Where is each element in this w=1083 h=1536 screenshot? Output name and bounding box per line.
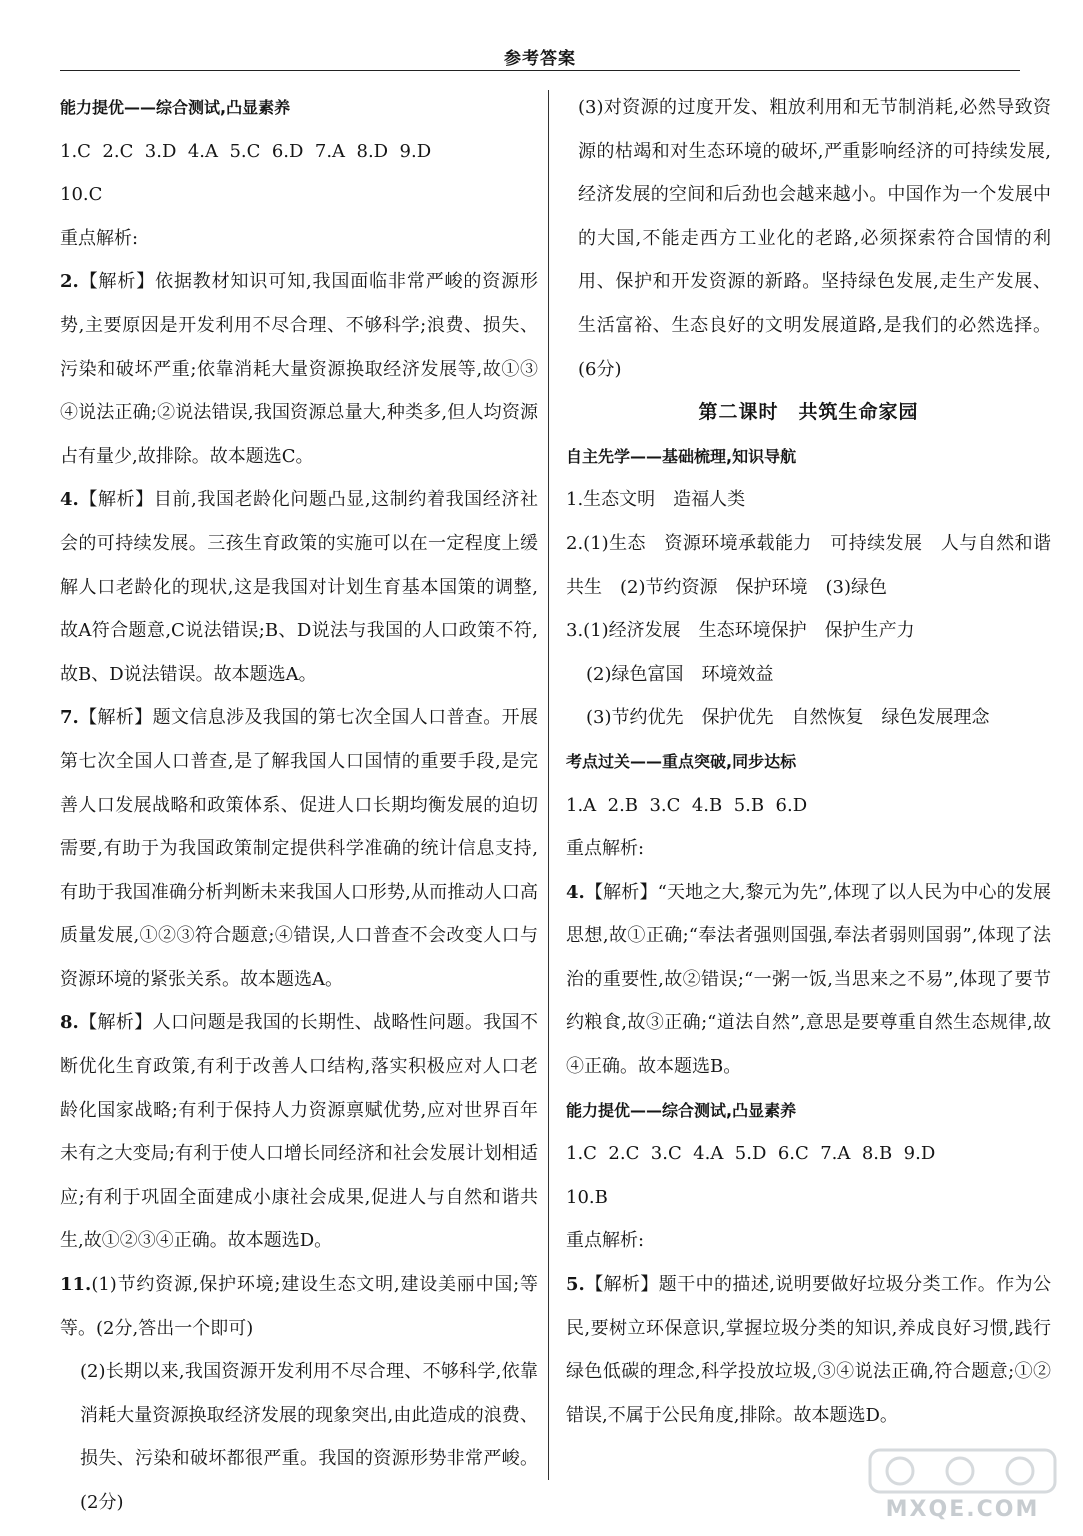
- watermark-text: MXQE.COM: [885, 1497, 1040, 1522]
- answer-item: 1.生态文明 造福人类: [566, 489, 746, 511]
- question-number: 4.: [566, 881, 585, 903]
- answer-item: (3)节约优先 保护优先 自然恢复 绿色发展理念: [586, 707, 990, 729]
- answer-text: (2)长期以来,我国资源开发利用不尽合理、不够科学,依靠消耗大量资源换取经济发展的现象突出,由此造成的浪费、损失、污染和破坏都很严重。我国的资源形势非常严峻。(2分): [80, 1361, 538, 1513]
- analysis-text: 【解析】目前,我国老龄化问题凸显,这制约着我国经济社会的可持续发展。三孩生育政策的实施可以在一定程度上缓解人口老龄化的现状,这是我国对计划生育基本国策的调整,故A符合题意,C说法错误;B、D说法与我国的人口政策不符,故B、D说法错误。故本题选A。: [60, 489, 538, 685]
- analysis-item: [566, 1263, 1051, 1437]
- answer-item: 2.(1)生态 资源环境承载能力 可持续发展 人与自然和谐共生 (2)节约资源 保护环境 (3)绿色: [566, 532, 1051, 598]
- section-heading: 能力提优——综合测试,凸显素养: [60, 98, 291, 117]
- analysis-text: 【解析】依据教材知识可知,我国面临非常严峻的资源形势,主要原因是开发利用不尽合理、不够科学;浪费、损失、污染和破坏严重;依靠消耗大量资源换取经济发展等,故①③④说法正确;②说法错误,我国资源总量大,种类多,但人均资源占有量少,故排除。故本题选C。: [60, 271, 538, 467]
- analysis-text: 【解析】题文信息涉及我国的第七次全国人口普查。开展第七次全国人口普查,是了解我国人口国情的重要手段,是完善人口发展战略和政策体系、促进人口长期均衡发展的迫切需要,有助于为我国政策制定提供科学准确的统计信息支持,有助于我国准确分析判断未来我国人口形势,从而推动人口高质量发展,①②③符合题意;④错误,人口普查不会改变人口与资源环境的紧张关系。故本题选A。: [60, 707, 538, 990]
- question-number: 2.: [60, 271, 79, 293]
- analysis-text: 【解析】题干中的描述,说明要做好垃圾分类工作。作为公民,要树立环保意识,掌握垃圾分类的知识,养成良好习惯,践行绿色低碳的理念,科学投放垃圾,③④说法正确,符合题意;①②错误,不属于公民角度,排除。故本题选D。: [566, 1274, 1051, 1426]
- answer-list: 10.B: [566, 1186, 608, 1208]
- lesson-title: 第二课时 共筑生命家园: [698, 401, 919, 424]
- page-header: [60, 40, 1020, 71]
- watermark-emblem-icon: [860, 1446, 1065, 1496]
- section-heading: 能力提优——综合测试,凸显素养: [566, 1100, 797, 1120]
- analysis-text: 【解析】“天地之大,黎元为先”,体现了以人民为中心的发展思想,故①正确;“奉法者强则国强,奉法者弱则国弱”,体现了法治的重要性,故②错误;“一粥一饭,当思来之不易”,体现了要节约粮食,故③正确;“道法自然”,意思是要尊重自然生态规律,故④正确。故本题选B。: [566, 881, 1051, 1078]
- answer-list: 1.C 2.C 3.C 4.A 5.D 6.C 7.A 8.B 9.D: [566, 1143, 936, 1165]
- analysis-item: [60, 478, 538, 696]
- analysis-item: [60, 1001, 538, 1263]
- answer-list: 10.C: [60, 184, 103, 206]
- answer-list: 1.C 2.C 3.D 4.A 5.C 6.D 7.A 8.D 9.D: [60, 140, 432, 162]
- key-analysis-label: 重点解析:: [566, 838, 645, 860]
- analysis-item: [60, 1263, 538, 1350]
- question-number: 7.: [60, 707, 79, 729]
- section-heading: 考点过关——重点突破,同步达标: [566, 751, 797, 771]
- question-number: 4.: [60, 489, 79, 511]
- question-number: 8.: [60, 1012, 79, 1034]
- analysis-text: 【解析】人口问题是我国的长期性、战略性问题。我国不断优化生育政策,有利于改善人口结构,落实积极应对人口老龄化国家战略;有利于保持人力资源禀赋优势,应对世界百年未有之大变局;有利于使人口增长同经济和社会发展计划相适应;有利于巩固全面建成小康社会成果,促进人与自然和谐共生,故①②③④正确。故本题选D。: [60, 1012, 538, 1252]
- analysis-item: [60, 696, 538, 1001]
- answer-text: (1)节约资源,保护环境;建设生态文明,建设美丽中国;等等。(2分,答出一个即可): [60, 1274, 538, 1339]
- answer-text: (3)对资源的过度开发、粗放利用和无节制消耗,必然导致资源的枯竭和对生态环境的破坏,严重影响经济的可持续发展,经济发展的空间和后劲也会越来越小。中国作为一个发展中的大国,不能走西方工业化的老路,必须探索符合国情的利用、保护和开发资源的新路。坚持绿色发展,走生产发展、生活富裕、生态良好的文明发展道路,是我们的必然选择。(6分): [578, 97, 1051, 380]
- answer-list: 1.A 2.B 3.C 4.B 5.B 6.D: [566, 794, 808, 816]
- column-divider: [548, 90, 549, 1480]
- key-analysis-label: 重点解析:: [60, 227, 139, 249]
- key-analysis-label: 重点解析:: [566, 1230, 645, 1252]
- watermark-logo: [860, 1446, 1065, 1522]
- analysis-item: [60, 260, 538, 478]
- section-heading: 自主先学——基础梳理,知识导航: [566, 446, 797, 466]
- answer-item: (2)绿色富国 环境效益: [586, 663, 774, 685]
- header-title: 参考答案: [504, 49, 576, 69]
- answer-item: 3.(1)经济发展 生态环境保护 保护生产力: [566, 620, 915, 642]
- right-column: [566, 86, 1051, 1437]
- question-number: 5.: [566, 1274, 585, 1296]
- analysis-item: [566, 871, 1051, 1089]
- question-number: 11.: [60, 1274, 92, 1296]
- left-column: [60, 86, 538, 1525]
